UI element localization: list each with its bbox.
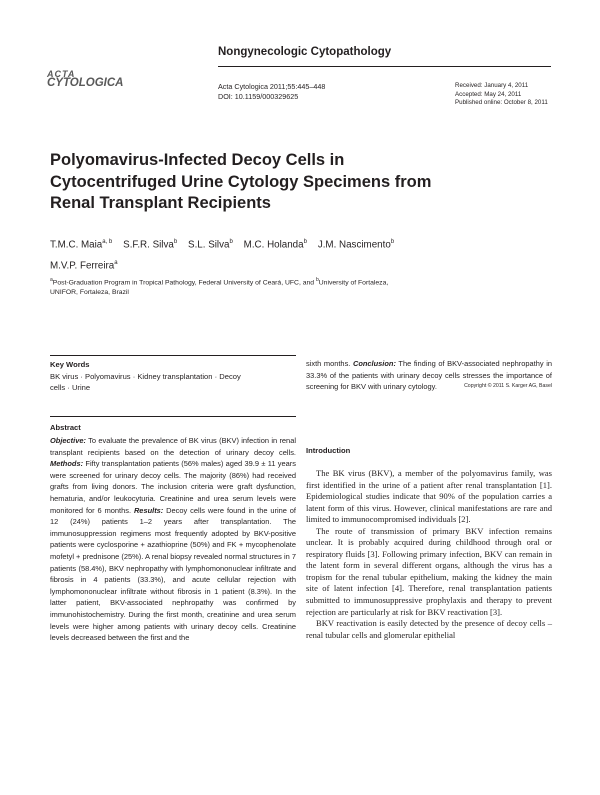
abstract-body: [50, 435, 296, 644]
paragraph: The route of transmission of primary BKV infection remains unclear. It is probably acquired during childhood through oral or respiratory fluids [3]. Following primary infection, BKV can remain in the latent form in several different organs, although the virus has a tropism for the renal tubular epithelium, making the kidney the main site of latent infection [4]. Therefore, renal transplantation patients submitted to immunosuppressive prophylaxis and therapy to prevent rejection are particularly at risk for BKV reactivation [3].: [306, 525, 552, 617]
abstract-continuation: [306, 358, 552, 393]
conclusion-text: The finding of BKV-associated nephropathy in 33.3% of the patients with urinary decoy cells stresses the importance of screening for BKV with urinary cytology.: [306, 359, 552, 392]
author-name: M.C. Holanda: [243, 239, 304, 251]
results-label: Results:: [133, 505, 164, 515]
author-name: J.M. Nascimento: [317, 239, 391, 251]
author-sup: a: [114, 260, 118, 267]
article-title: [50, 150, 570, 215]
keywords-heading: Key Words: [50, 360, 90, 369]
conclusion-label: Conclusion:: [352, 359, 396, 368]
paragraph: The BK virus (BKV), a member of the polyomavirus family, was first identified in the urine of a patient after renal transplantation [1]. Epidemiological studies indicate that 90% of the population carries a latent form of this virus. However, clinical manifestations are rare and limited to immunocompromised individuals [2].: [306, 468, 552, 525]
received-date: Received: January 4, 2011: [455, 82, 529, 89]
results-text: Decoy cells were found in the urine of 12 (24%) patients 1–2 years after transplantation. The immunosuppression regimens most frequently adopted by BKV-positive patients were cyclosporine + azathioprine (50%) and FK + mycophenolate mofetyl + prednisone (25%). A renal biopsy revealed normal structures in 7 patients (58.4%), BKV nephropathy with lymphomononuclear infiltrate and fibrosis in 4 patients (33.3%), and acute cellular rejection with lymphomononuclear infiltrate without fibrosis in 1 patient (8.3%). In the latter patient, BKV-associated nephropathy was confirmed by immunohistochemistry. During the first month, creatinine and urea serum levels were higher among patients with urinary decoy cells. Creatinine levels decreased between the first and the: [50, 505, 296, 643]
keywords-rule: [50, 355, 296, 356]
affiliation-sup-b: b: [315, 277, 319, 283]
affiliation-a: Post-Graduation Program in Tropical Pathology, Federal University of Ceará, UFC, and: [52, 279, 316, 287]
abstract-cont-text: sixth months.: [306, 359, 353, 368]
author-name: S.F.R. Silva: [123, 239, 174, 251]
author-sup: a, b: [102, 239, 113, 245]
published-date: Published online: October 8, 2011: [455, 99, 548, 107]
introduction-body: [306, 468, 552, 641]
introduction-heading: Introduction: [306, 446, 351, 455]
objective-label: Objective:: [50, 436, 86, 445]
author-name: T.M.C. Maia: [50, 239, 103, 251]
methods-text: Fifty transplantation patients (56% males) aged 39.9 ± 11 years were screened for urinary decoy cells. The majority (86%) had received grafts from living donors. The inclusion criteria were graft dysfunction, hematuria, and/or leukocyturia. Creatinine and urea serum levels were monitored for 6 months.: [50, 459, 296, 515]
logo-line-1: ACTA: [47, 69, 76, 79]
author-sup: b: [390, 239, 395, 245]
dates-block: [455, 82, 548, 108]
author-name: S.L. Silva: [188, 239, 230, 251]
title-line-2: Cytocentrifuged Urine Cytology Specimens from: [50, 172, 432, 191]
objective-text: To evaluate the prevalence of BK virus (BKV) infection in renal transplant recipients based on the detection of urinary decoy cells.: [50, 436, 296, 457]
paragraph: BKV reactivation is easily detected by the presence of decoy cells – renal tubular cells and glomerular epithelial: [306, 618, 552, 640]
header-rule-top: [218, 66, 551, 67]
author-sup: b: [303, 239, 307, 245]
author-sup: b: [173, 239, 178, 245]
abstract-heading: Abstract: [50, 423, 81, 432]
affiliations: [50, 275, 570, 298]
abstract-rule: [50, 416, 296, 417]
journal-logo: [47, 70, 127, 88]
affiliation-b: University of Fortaleza,: [318, 279, 389, 287]
copyright: Copyright © 2011 S. Karger AG, Basel: [464, 383, 552, 390]
methods-label: Methods:: [50, 459, 84, 469]
author-name: M.V.P. Ferreira: [50, 260, 115, 272]
journal-citation-block: [218, 82, 325, 102]
keywords-line-1: BK virus · Polyomavirus · Kidney transplantation · Decoy: [50, 372, 241, 381]
section-title: Nongynecologic Cytopathology: [218, 46, 392, 58]
title-line-1: Polyomavirus-Infected Decoy Cells in: [50, 151, 345, 169]
affiliation-sup-a: a: [50, 277, 53, 283]
author-sup: b: [229, 239, 233, 245]
logo-line-2: CYTOLOGICA: [47, 77, 124, 89]
accepted-date: Accepted: May 24, 2011: [455, 90, 522, 98]
citation: Acta Cytologica 2011;55:445–448: [218, 82, 326, 91]
title-line-3: Renal Transplant Recipients: [50, 194, 271, 212]
keywords-list: [50, 372, 290, 393]
doi: DOI: 10.1159/000329625: [218, 92, 299, 101]
author-list: [50, 233, 570, 276]
affiliation-line-2: UNIFOR, Fortaleza, Brazil: [50, 289, 129, 297]
keywords-line-2: cells · Urine: [50, 382, 91, 392]
